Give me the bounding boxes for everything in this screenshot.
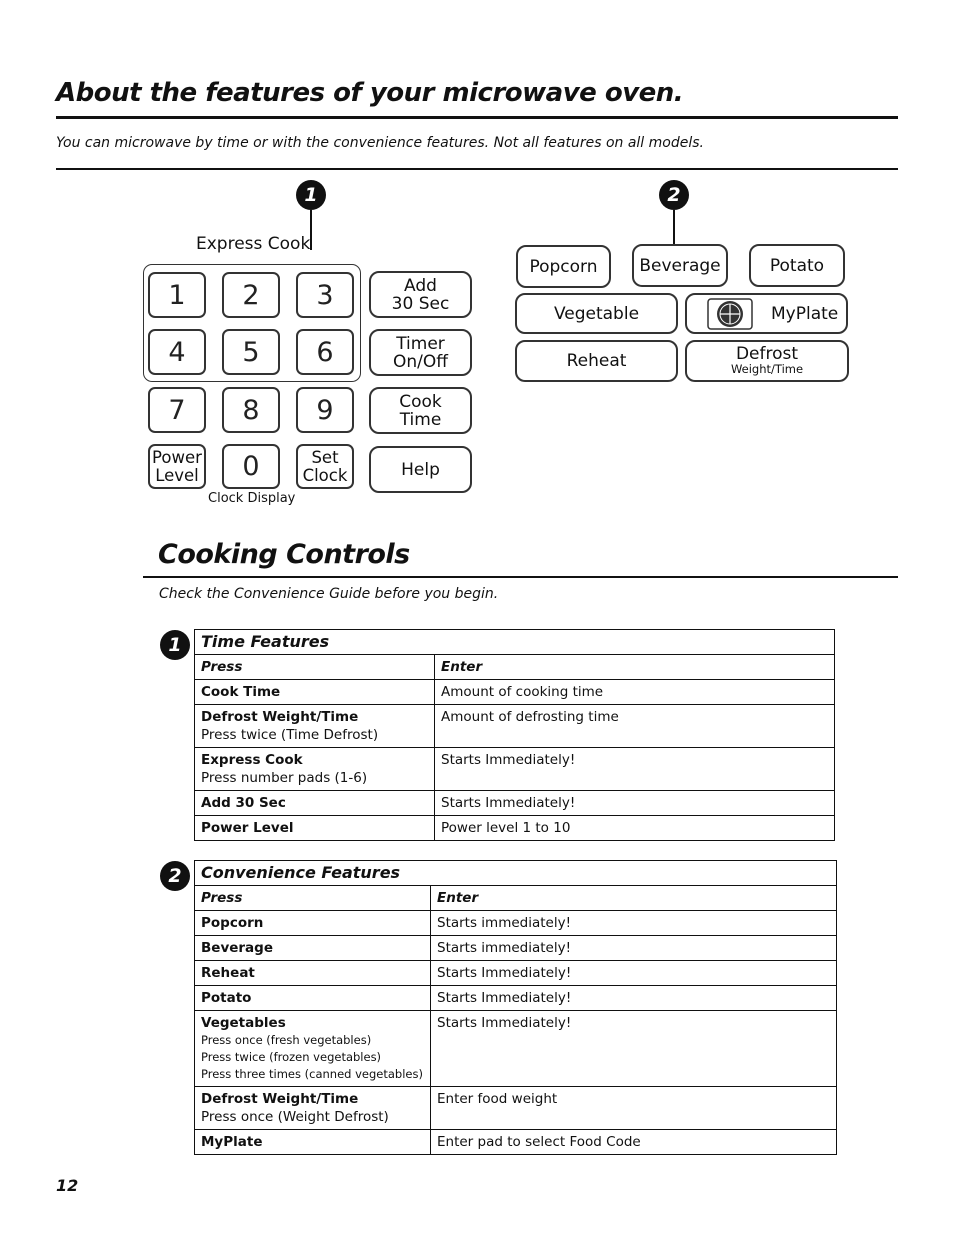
keypad-4-button[interactable]: 4 (148, 329, 206, 375)
keypad-8-button[interactable]: 8 (222, 387, 280, 433)
cook-time-button[interactable]: Cook Time (369, 387, 472, 434)
keypad-9-button[interactable]: 9 (296, 387, 354, 433)
table-row (195, 1011, 837, 1087)
myplate-plate-icon (707, 297, 753, 331)
press-cell (195, 748, 435, 791)
add-30-sec-button[interactable]: Add 30 Sec (369, 271, 472, 318)
press-detail: Press twice (Time Defrost) (201, 727, 379, 743)
enter-cell: Starts immediately! (431, 936, 837, 961)
convenience-features-table (194, 860, 837, 1155)
press-cell (195, 705, 435, 748)
press-detail: Press once (Weight Defrost) (201, 1109, 389, 1125)
enter-cell: Starts Immediately! (435, 791, 835, 816)
table-row (195, 986, 837, 1011)
table-row (195, 1087, 837, 1130)
press-detail: Press three times (canned vegetables) (201, 1067, 423, 1081)
keypad-6-button[interactable]: 6 (296, 329, 354, 375)
enter-cell: Starts Immediately! (431, 1011, 837, 1087)
reheat-button[interactable]: Reheat (515, 340, 678, 382)
press-cell (195, 1087, 431, 1130)
time-features-table (194, 629, 835, 841)
keypad-0-button[interactable]: 0 (222, 444, 280, 489)
keypad-5-button[interactable]: 5 (222, 329, 280, 375)
page-subtitle: You can microwave by time or with the convenience features. Not all features on all models. (56, 135, 704, 151)
press-label: Express Cook (201, 752, 303, 768)
keypad-1-button[interactable]: 1 (148, 272, 206, 318)
press-detail: Press twice (frozen vegetables) (201, 1050, 382, 1064)
callout-leader-2 (673, 210, 675, 245)
timer-onoff-button[interactable]: Timer On/Off (369, 329, 472, 376)
cooking-controls-title: Cooking Controls (158, 539, 410, 570)
column-header-press: Press (195, 886, 431, 911)
myplate-button[interactable] (685, 293, 848, 334)
table-row (195, 791, 835, 816)
vegetable-button[interactable]: Vegetable (515, 293, 678, 334)
column-header-enter: Enter (431, 886, 837, 911)
press-cell: Potato (195, 986, 431, 1011)
press-label: Vegetables (201, 1015, 286, 1031)
beverage-button[interactable]: Beverage (632, 244, 728, 287)
press-cell (195, 1011, 431, 1087)
enter-cell: Enter food weight (431, 1087, 837, 1130)
table-row (195, 911, 837, 936)
clock-display-label: Clock Display (208, 491, 296, 506)
set-clock-button[interactable]: Set Clock (296, 444, 354, 489)
press-detail: Press once (fresh vegetables) (201, 1033, 372, 1047)
header-divider (56, 168, 898, 170)
enter-cell: Starts Immediately! (435, 748, 835, 791)
enter-cell: Starts Immediately! (431, 961, 837, 986)
column-header-press: Press (195, 655, 435, 680)
table-row (195, 680, 835, 705)
convenience-guide-note: Check the Convenience Guide before you begin. (159, 586, 499, 602)
press-cell: Add 30 Sec (195, 791, 435, 816)
enter-cell: Power level 1 to 10 (435, 816, 835, 841)
title-rule (56, 116, 898, 119)
press-label: Defrost Weight/Time (201, 709, 359, 725)
press-cell: Reheat (195, 961, 431, 986)
popcorn-button[interactable]: Popcorn (516, 245, 611, 288)
press-label: Defrost Weight/Time (201, 1091, 359, 1107)
callout-badge-2: 2 (659, 180, 689, 210)
defrost-label: Defrost (735, 344, 799, 364)
enter-cell: Amount of cooking time (435, 680, 835, 705)
convenience-features-badge: 2 (160, 861, 190, 891)
time-features-badge: 1 (160, 630, 190, 660)
myplate-label: MyPlate (771, 303, 839, 324)
keypad-7-button[interactable]: 7 (148, 387, 206, 433)
defrost-sublabel: Weight/Time (730, 362, 804, 376)
table-title: Convenience Features (195, 861, 837, 886)
table-row (195, 748, 835, 791)
help-button[interactable]: Help (369, 446, 472, 493)
enter-cell: Starts immediately! (431, 911, 837, 936)
potato-button[interactable]: Potato (749, 244, 845, 287)
press-cell: Popcorn (195, 911, 431, 936)
keypad-3-button[interactable]: 3 (296, 272, 354, 318)
column-header-enter: Enter (435, 655, 835, 680)
table-row (195, 1130, 837, 1155)
press-cell: Cook Time (195, 680, 435, 705)
enter-cell: Enter pad to select Food Code (431, 1130, 837, 1155)
page-number: 12 (56, 1176, 79, 1195)
enter-cell: Starts Immediately! (431, 986, 837, 1011)
press-cell: Power Level (195, 816, 435, 841)
defrost-button[interactable] (685, 340, 849, 382)
table-row (195, 961, 837, 986)
cooking-controls-rule (143, 576, 898, 578)
table-title: Time Features (195, 630, 835, 655)
press-detail: Press number pads (1-6) (201, 770, 368, 786)
power-level-button[interactable]: Power Level (148, 444, 206, 489)
enter-cell: Amount of defrosting time (435, 705, 835, 748)
page-title: About the features of your microwave oven. (56, 78, 684, 108)
table-row (195, 936, 837, 961)
callout-badge-1: 1 (296, 180, 326, 210)
table-row (195, 816, 835, 841)
press-cell: Beverage (195, 936, 431, 961)
express-cook-label: Express Cook (196, 234, 311, 254)
press-cell: MyPlate (195, 1130, 431, 1155)
table-row (195, 705, 835, 748)
keypad-2-button[interactable]: 2 (222, 272, 280, 318)
